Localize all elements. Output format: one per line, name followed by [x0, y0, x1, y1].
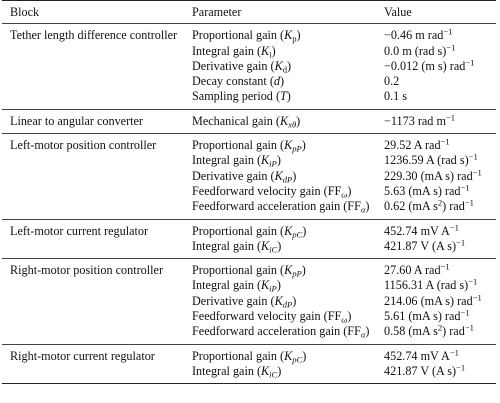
table-row — [2, 349, 496, 364]
value-exponent: −1 — [472, 167, 482, 178]
parameter-cell — [192, 59, 384, 74]
value-exponent: 2 — [437, 197, 443, 208]
value-exponent: −1 — [449, 222, 459, 233]
block-cell: Left-motor current regulator — [10, 223, 149, 238]
block-cell: Left-motor position controller — [10, 138, 157, 153]
parameter-symbol: K — [261, 363, 270, 378]
block-cell: Right-motor current regulator — [10, 348, 155, 363]
parameter-subscript: α — [360, 329, 366, 340]
parameter-symbol: K — [274, 168, 283, 183]
parameter-cell — [192, 224, 384, 239]
parameter-cell — [192, 324, 384, 339]
value-cell — [384, 89, 496, 104]
value-text: 1236.59 A (rad s) — [384, 153, 469, 168]
parameter-name: Integral gain ( — [192, 278, 262, 293]
parameter-name: Decay constant ( — [192, 74, 274, 89]
parameter-subscript: p — [292, 33, 297, 44]
table-row — [2, 278, 496, 293]
parameter-name: Proportional gain ( — [192, 263, 285, 278]
value-cell — [384, 59, 496, 74]
table-row — [2, 89, 496, 104]
parameter-cell — [192, 199, 384, 214]
parameter-close: ) — [365, 199, 370, 214]
table-group — [2, 345, 496, 384]
header-parameter: Parameter — [192, 5, 242, 19]
header-value: Value — [384, 5, 412, 19]
value-cell — [384, 28, 496, 43]
value-exponent: −1 — [440, 261, 450, 272]
parameter-symbol: K — [284, 28, 293, 43]
value-cell — [384, 44, 496, 59]
table-row — [2, 59, 496, 74]
table-row — [2, 44, 496, 59]
value-text: 421.87 V (A s) — [384, 238, 457, 253]
parameter-subscript: α — [360, 204, 366, 215]
parameter-subscript: d — [282, 64, 288, 75]
value-exponent: −1 — [443, 26, 453, 37]
value-cell — [384, 239, 496, 254]
table-row — [2, 28, 496, 43]
table-row — [2, 74, 496, 89]
parameter-cell — [192, 89, 384, 104]
value-exponent: −1 — [449, 347, 459, 358]
parameter-symbol: K — [284, 138, 293, 153]
parameter-subscript: dP — [282, 299, 293, 310]
parameter-name: Mechanical gain ( — [192, 113, 280, 128]
value-exponent: −1 — [456, 362, 466, 373]
parameter-name: Integral gain ( — [192, 43, 262, 58]
parameter-cell — [192, 309, 384, 324]
parameter-cell — [192, 184, 384, 199]
parameter-name: Proportional gain ( — [192, 138, 285, 153]
parameter-close: ) — [277, 363, 282, 378]
table-group — [2, 259, 496, 343]
parameter-close: ) — [292, 168, 297, 183]
parameter-close: ) — [292, 293, 297, 308]
parameter-close: ) — [302, 348, 307, 363]
value-exponent: −1 — [440, 136, 450, 147]
parameter-name: Derivative gain ( — [192, 58, 275, 73]
parameter-symbol: d — [273, 74, 280, 89]
value-cell — [384, 74, 496, 89]
parameter-close: ) — [347, 183, 352, 198]
parameter-table — [2, 0, 496, 384]
value-cell — [384, 114, 496, 129]
table-row — [2, 153, 496, 168]
value-tail-exponent: −1 — [464, 322, 474, 333]
parameter-close: ) — [287, 58, 292, 73]
parameter-subscript: pP — [292, 143, 302, 154]
parameter-symbol: K — [279, 113, 289, 128]
parameter-cell — [192, 74, 384, 89]
parameter-cell — [192, 294, 384, 309]
value-cell — [384, 263, 496, 278]
table-row — [2, 114, 496, 129]
value-exponent: −1 — [472, 292, 482, 303]
parameter-name: Proportional gain ( — [192, 28, 285, 43]
parameter-close: ) — [276, 153, 281, 168]
table-row — [2, 239, 496, 254]
value-exponent: −1 — [460, 307, 470, 318]
parameter-close: ) — [347, 309, 352, 324]
value-cell — [384, 224, 496, 239]
table-row — [2, 364, 496, 379]
parameter-name: Derivative gain ( — [192, 293, 275, 308]
value-cell — [384, 199, 496, 214]
value-text: 0.2 — [384, 74, 400, 89]
value-text: 0.62 (mA s — [384, 199, 438, 214]
table-body — [2, 24, 496, 383]
parameter-cell — [192, 169, 384, 184]
parameter-cell — [192, 278, 384, 293]
parameter-subscript: iC — [269, 244, 278, 255]
value-cell — [384, 138, 496, 153]
value-exponent: −1 — [460, 182, 470, 193]
value-text: 29.52 A rad — [384, 138, 441, 153]
parameter-symbol: K — [274, 58, 283, 73]
value-exponent: 2 — [437, 322, 443, 333]
table-group — [2, 110, 496, 133]
parameter-close: ) — [301, 138, 306, 153]
value-tail-exponent: −1 — [464, 197, 474, 208]
parameter-close: ) — [277, 238, 282, 253]
parameter-cell — [192, 44, 384, 59]
parameter-close: ) — [296, 113, 301, 128]
value-tail: ) rad — [442, 324, 465, 339]
value-text: 452.74 mV A — [384, 223, 450, 238]
parameter-symbol: K — [284, 263, 293, 278]
parameter-name: Feedforward acceleration gain (FF — [192, 199, 361, 214]
parameter-name: Feedforward acceleration gain (FF — [192, 324, 361, 339]
table-row — [2, 184, 496, 199]
value-cell — [384, 364, 496, 379]
parameter-name: Integral gain ( — [192, 238, 262, 253]
parameter-close: ) — [286, 89, 291, 104]
header-row — [2, 1, 496, 23]
value-cell — [384, 169, 496, 184]
parameter-subscript: pC — [292, 229, 303, 240]
parameter-symbol: K — [284, 223, 293, 238]
parameter-close: ) — [302, 223, 307, 238]
value-text: 229.30 (mA s) rad — [384, 168, 473, 183]
block-cell: Right-motor position controller — [10, 263, 164, 278]
block-cell: Tether length difference controller — [10, 28, 178, 43]
parameter-close: ) — [276, 278, 281, 293]
value-text: 0.1 s — [384, 89, 408, 104]
value-text: 0.0 m (rad s) — [384, 43, 447, 58]
parameter-subscript: iP — [269, 283, 277, 294]
parameter-close: ) — [271, 43, 276, 58]
parameter-subscript: ω — [341, 314, 348, 325]
value-exponent: −1 — [456, 237, 466, 248]
value-exponent: −1 — [446, 42, 456, 53]
value-cell — [384, 349, 496, 364]
parameter-subscript: pP — [292, 268, 302, 279]
parameter-symbol: K — [261, 43, 270, 58]
parameter-symbol: T — [280, 89, 287, 104]
value-text: 1156.31 A (rad s) — [384, 278, 469, 293]
parameter-name: Derivative gain ( — [192, 168, 275, 183]
header-block: Block — [10, 5, 40, 19]
value-text: 5.63 (mA s) rad — [384, 183, 461, 198]
parameter-cell — [192, 28, 384, 43]
parameter-name: Feedforward velocity gain (FF — [192, 183, 342, 198]
table-row — [2, 199, 496, 214]
parameter-close: ) — [296, 28, 301, 43]
parameter-symbol: K — [261, 153, 270, 168]
table-row — [2, 138, 496, 153]
parameter-cell — [192, 138, 384, 153]
block-cell: Linear to angular converter — [10, 113, 143, 128]
parameter-name: Proportional gain ( — [192, 223, 285, 238]
value-text: 5.61 (mA s) rad — [384, 309, 461, 324]
value-exponent: −1 — [468, 276, 478, 287]
value-text: 27.60 A rad — [384, 263, 441, 278]
parameter-name: Proportional gain ( — [192, 348, 285, 363]
value-text: 214.06 (mA s) rad — [384, 293, 473, 308]
table-row — [2, 309, 496, 324]
parameter-subscript: i — [269, 49, 272, 60]
parameter-cell — [192, 153, 384, 168]
parameter-subscript: pC — [292, 354, 303, 365]
parameter-close: ) — [301, 263, 306, 278]
parameter-name: Integral gain ( — [192, 153, 262, 168]
parameter-symbol: K — [274, 293, 283, 308]
parameter-subscript: ω — [341, 189, 348, 200]
table-row — [2, 263, 496, 278]
parameter-name: Feedforward velocity gain (FF — [192, 309, 342, 324]
value-text: 452.74 mV A — [384, 348, 450, 363]
parameter-name: Integral gain ( — [192, 363, 262, 378]
table-row — [2, 324, 496, 339]
parameter-subscript: iP — [269, 158, 277, 169]
value-tail: ) rad — [442, 199, 465, 214]
value-exponent: −1 — [445, 112, 456, 123]
parameter-symbol: K — [284, 348, 293, 363]
value-cell — [384, 324, 496, 339]
value-cell — [384, 294, 496, 309]
value-exponent: −1 — [465, 57, 475, 68]
parameter-close: ) — [365, 324, 370, 339]
bottom-rule — [2, 383, 496, 384]
parameter-subscript: dP — [282, 174, 293, 185]
parameter-cell — [192, 349, 384, 364]
parameter-symbol: K — [261, 238, 270, 253]
parameter-cell — [192, 239, 384, 254]
table-row — [2, 294, 496, 309]
table-group — [2, 24, 496, 108]
table-group — [2, 220, 496, 259]
value-text: 0.58 (mA s — [384, 324, 438, 339]
parameter-cell — [192, 114, 384, 129]
value-exponent: −1 — [468, 151, 478, 162]
table-group — [2, 134, 496, 218]
table-row — [2, 169, 496, 184]
value-text: −1173 rad m — [384, 113, 446, 128]
parameter-cell — [192, 364, 384, 379]
value-text: −0.012 (m s) rad — [384, 58, 466, 73]
value-text: −0.46 m rad — [384, 28, 444, 43]
value-text: 421.87 V (A s) — [384, 363, 457, 378]
parameter-cell — [192, 263, 384, 278]
parameter-subscript: xθ — [288, 119, 297, 130]
parameter-close: ) — [280, 74, 285, 89]
parameter-name: Sampling period ( — [192, 89, 281, 104]
parameter-subscript: iC — [269, 369, 278, 380]
table-row — [2, 224, 496, 239]
parameter-symbol: K — [261, 278, 270, 293]
